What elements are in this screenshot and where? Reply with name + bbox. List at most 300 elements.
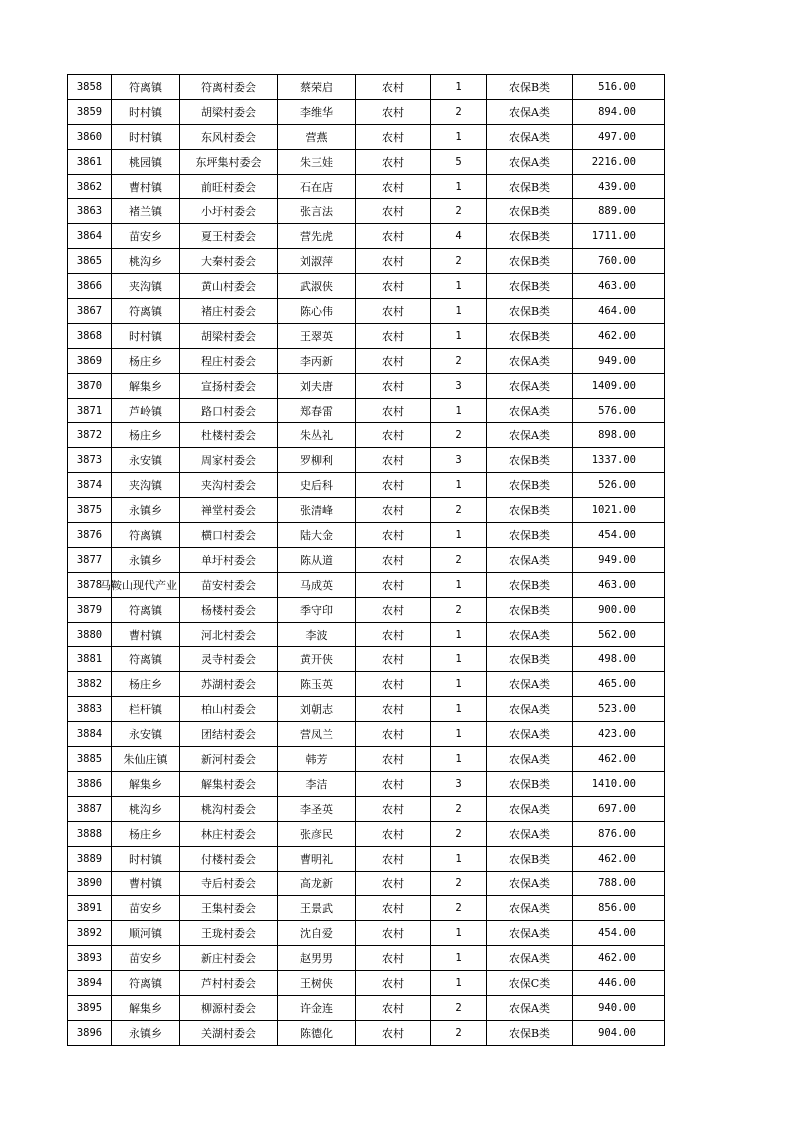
amount-cell: 760.00 xyxy=(573,249,665,274)
town-cell: 曹村镇 xyxy=(112,174,180,199)
town-cell: 永镇乡 xyxy=(112,1020,180,1045)
household-size-cell: 2 xyxy=(431,99,487,124)
area-type-cell: 农村 xyxy=(356,299,431,324)
area-type-cell: 农村 xyxy=(356,473,431,498)
household-size-cell: 2 xyxy=(431,896,487,921)
household-size-cell: 1 xyxy=(431,274,487,299)
category-cell: 农保B类 xyxy=(487,299,573,324)
table-row xyxy=(68,99,665,124)
name-cell: 李洁 xyxy=(278,771,356,796)
town-cell: 杨庄乡 xyxy=(112,672,180,697)
village-committee-cell: 横口村委会 xyxy=(180,523,278,548)
record-sheet xyxy=(67,74,665,1046)
village-committee-cell: 符离村委会 xyxy=(180,75,278,100)
household-size-cell: 1 xyxy=(431,722,487,747)
town-cell: 芦岭镇 xyxy=(112,398,180,423)
village-committee-cell: 小圩村委会 xyxy=(180,199,278,224)
town-cell: 曹村镇 xyxy=(112,871,180,896)
amount-cell: 904.00 xyxy=(573,1020,665,1045)
row-number: 3887 xyxy=(68,796,112,821)
village-committee-cell: 新河村委会 xyxy=(180,747,278,772)
town-cell: 杨庄乡 xyxy=(112,423,180,448)
area-type-cell: 农村 xyxy=(356,647,431,672)
category-cell: 农保B类 xyxy=(487,174,573,199)
row-number: 3868 xyxy=(68,323,112,348)
name-cell: 陈心伟 xyxy=(278,299,356,324)
amount-cell: 462.00 xyxy=(573,946,665,971)
household-size-cell: 2 xyxy=(431,597,487,622)
village-committee-cell: 宣扬村委会 xyxy=(180,373,278,398)
amount-cell: 463.00 xyxy=(573,274,665,299)
amount-cell: 498.00 xyxy=(573,647,665,672)
row-number: 3879 xyxy=(68,597,112,622)
table-row xyxy=(68,323,665,348)
name-cell: 王景武 xyxy=(278,896,356,921)
household-size-cell: 2 xyxy=(431,871,487,896)
village-committee-cell: 东坪集村委会 xyxy=(180,149,278,174)
town-cell: 桃园镇 xyxy=(112,149,180,174)
village-committee-cell: 前旺村委会 xyxy=(180,174,278,199)
name-cell: 罗柳利 xyxy=(278,448,356,473)
town-cell: 夹沟镇 xyxy=(112,473,180,498)
town-cell: 杨庄乡 xyxy=(112,821,180,846)
area-type-cell: 农村 xyxy=(356,498,431,523)
name-cell: 沈自爱 xyxy=(278,921,356,946)
row-number: 3882 xyxy=(68,672,112,697)
category-cell: 农保A类 xyxy=(487,672,573,697)
town-cell: 杨庄乡 xyxy=(112,348,180,373)
table-row xyxy=(68,821,665,846)
category-cell: 农保B类 xyxy=(487,448,573,473)
amount-cell: 856.00 xyxy=(573,896,665,921)
village-committee-cell: 夹沟村委会 xyxy=(180,473,278,498)
town-cell: 符离镇 xyxy=(112,971,180,996)
amount-cell: 2216.00 xyxy=(573,149,665,174)
table-row xyxy=(68,274,665,299)
category-cell: 农保A类 xyxy=(487,348,573,373)
household-size-cell: 2 xyxy=(431,796,487,821)
category-cell: 农保C类 xyxy=(487,971,573,996)
area-type-cell: 农村 xyxy=(356,672,431,697)
row-number: 3863 xyxy=(68,199,112,224)
village-committee-cell: 新庄村委会 xyxy=(180,946,278,971)
area-type-cell: 农村 xyxy=(356,149,431,174)
table-row xyxy=(68,995,665,1020)
table-row xyxy=(68,398,665,423)
name-cell: 张言法 xyxy=(278,199,356,224)
household-size-cell: 2 xyxy=(431,423,487,448)
town-cell: 解集乡 xyxy=(112,373,180,398)
area-type-cell: 农村 xyxy=(356,597,431,622)
town-cell: 曹村镇 xyxy=(112,622,180,647)
town-cell: 苗安乡 xyxy=(112,946,180,971)
amount-cell: 889.00 xyxy=(573,199,665,224)
area-type-cell: 农村 xyxy=(356,274,431,299)
area-type-cell: 农村 xyxy=(356,896,431,921)
table-row xyxy=(68,846,665,871)
row-number: 3861 xyxy=(68,149,112,174)
area-type-cell: 农村 xyxy=(356,821,431,846)
village-committee-cell: 禅堂村委会 xyxy=(180,498,278,523)
category-cell: 农保A类 xyxy=(487,995,573,1020)
amount-cell: 1711.00 xyxy=(573,224,665,249)
table-row xyxy=(68,224,665,249)
table-row xyxy=(68,622,665,647)
area-type-cell: 农村 xyxy=(356,722,431,747)
row-number: 3895 xyxy=(68,995,112,1020)
amount-cell: 462.00 xyxy=(573,747,665,772)
amount-cell: 526.00 xyxy=(573,473,665,498)
row-number: 3894 xyxy=(68,971,112,996)
town-cell: 解集乡 xyxy=(112,771,180,796)
category-cell: 农保B类 xyxy=(487,1020,573,1045)
table-row xyxy=(68,722,665,747)
amount-cell: 523.00 xyxy=(573,697,665,722)
row-number: 3888 xyxy=(68,821,112,846)
name-cell: 曹明礼 xyxy=(278,846,356,871)
town-cell: 顺河镇 xyxy=(112,921,180,946)
name-cell: 黄开侠 xyxy=(278,647,356,672)
amount-cell: 439.00 xyxy=(573,174,665,199)
category-cell: 农保B类 xyxy=(487,572,573,597)
category-cell: 农保A类 xyxy=(487,697,573,722)
category-cell: 农保A类 xyxy=(487,622,573,647)
village-committee-cell: 柳源村委会 xyxy=(180,995,278,1020)
household-size-cell: 2 xyxy=(431,547,487,572)
town-cell: 褚兰镇 xyxy=(112,199,180,224)
household-size-cell: 1 xyxy=(431,846,487,871)
village-committee-cell: 杨楼村委会 xyxy=(180,597,278,622)
town-cell: 时村镇 xyxy=(112,846,180,871)
area-type-cell: 农村 xyxy=(356,572,431,597)
village-committee-cell: 单圩村委会 xyxy=(180,547,278,572)
row-number: 3885 xyxy=(68,747,112,772)
area-type-cell: 农村 xyxy=(356,124,431,149)
household-size-cell: 2 xyxy=(431,199,487,224)
area-type-cell: 农村 xyxy=(356,423,431,448)
row-number: 3875 xyxy=(68,498,112,523)
area-type-cell: 农村 xyxy=(356,249,431,274)
household-size-cell: 3 xyxy=(431,771,487,796)
table-row xyxy=(68,199,665,224)
household-size-cell: 3 xyxy=(431,448,487,473)
village-committee-cell: 林庄村委会 xyxy=(180,821,278,846)
household-size-cell: 1 xyxy=(431,323,487,348)
category-cell: 农保A类 xyxy=(487,373,573,398)
row-number: 3878 xyxy=(68,572,112,597)
row-number: 3871 xyxy=(68,398,112,423)
table-row xyxy=(68,124,665,149)
category-cell: 农保B类 xyxy=(487,647,573,672)
name-cell: 郑春雷 xyxy=(278,398,356,423)
area-type-cell: 农村 xyxy=(356,224,431,249)
name-cell: 陆大金 xyxy=(278,523,356,548)
row-number: 3884 xyxy=(68,722,112,747)
household-size-cell: 1 xyxy=(431,572,487,597)
household-size-cell: 2 xyxy=(431,1020,487,1045)
village-committee-cell: 程庄村委会 xyxy=(180,348,278,373)
row-number: 3859 xyxy=(68,99,112,124)
amount-cell: 788.00 xyxy=(573,871,665,896)
household-size-cell: 1 xyxy=(431,946,487,971)
village-committee-cell: 寺后村委会 xyxy=(180,871,278,896)
town-cell: 解集乡 xyxy=(112,995,180,1020)
town-cell: 时村镇 xyxy=(112,99,180,124)
town-cell: 符离镇 xyxy=(112,523,180,548)
amount-cell: 423.00 xyxy=(573,722,665,747)
village-committee-cell: 苏湖村委会 xyxy=(180,672,278,697)
category-cell: 农保A类 xyxy=(487,722,573,747)
village-committee-cell: 苗安村委会 xyxy=(180,572,278,597)
amount-cell: 562.00 xyxy=(573,622,665,647)
category-cell: 农保A类 xyxy=(487,946,573,971)
village-committee-cell: 黄山村委会 xyxy=(180,274,278,299)
table-row xyxy=(68,771,665,796)
category-cell: 农保A类 xyxy=(487,896,573,921)
row-number: 3864 xyxy=(68,224,112,249)
village-committee-cell: 褚庄村委会 xyxy=(180,299,278,324)
area-type-cell: 农村 xyxy=(356,323,431,348)
category-cell: 农保A类 xyxy=(487,821,573,846)
area-type-cell: 农村 xyxy=(356,348,431,373)
amount-cell: 940.00 xyxy=(573,995,665,1020)
area-type-cell: 农村 xyxy=(356,771,431,796)
area-type-cell: 农村 xyxy=(356,448,431,473)
amount-cell: 464.00 xyxy=(573,299,665,324)
amount-cell: 1410.00 xyxy=(573,771,665,796)
table-row xyxy=(68,448,665,473)
household-size-cell: 1 xyxy=(431,921,487,946)
table-row xyxy=(68,597,665,622)
row-number: 3874 xyxy=(68,473,112,498)
name-cell: 季守印 xyxy=(278,597,356,622)
name-cell: 张彦民 xyxy=(278,821,356,846)
category-cell: 农保B类 xyxy=(487,75,573,100)
village-committee-cell: 芦村村委会 xyxy=(180,971,278,996)
household-size-cell: 1 xyxy=(431,672,487,697)
name-cell: 张清峰 xyxy=(278,498,356,523)
category-cell: 农保B类 xyxy=(487,523,573,548)
row-number: 3866 xyxy=(68,274,112,299)
amount-cell: 1021.00 xyxy=(573,498,665,523)
village-committee-cell: 关湖村委会 xyxy=(180,1020,278,1045)
table-row xyxy=(68,149,665,174)
area-type-cell: 农村 xyxy=(356,747,431,772)
name-cell: 高龙新 xyxy=(278,871,356,896)
town-cell: 时村镇 xyxy=(112,323,180,348)
name-cell: 韩芳 xyxy=(278,747,356,772)
household-size-cell: 1 xyxy=(431,622,487,647)
category-cell: 农保B类 xyxy=(487,323,573,348)
village-committee-cell: 东风村委会 xyxy=(180,124,278,149)
row-number: 3872 xyxy=(68,423,112,448)
household-size-cell: 1 xyxy=(431,124,487,149)
row-number: 3858 xyxy=(68,75,112,100)
amount-cell: 898.00 xyxy=(573,423,665,448)
name-cell: 石在店 xyxy=(278,174,356,199)
town-cell: 桃沟乡 xyxy=(112,249,180,274)
table-row xyxy=(68,174,665,199)
name-cell: 营燕 xyxy=(278,124,356,149)
household-size-cell: 1 xyxy=(431,473,487,498)
area-type-cell: 农村 xyxy=(356,99,431,124)
amount-cell: 446.00 xyxy=(573,971,665,996)
row-number: 3876 xyxy=(68,523,112,548)
category-cell: 农保A类 xyxy=(487,124,573,149)
table-row xyxy=(68,921,665,946)
area-type-cell: 农村 xyxy=(356,697,431,722)
category-cell: 农保A类 xyxy=(487,871,573,896)
name-cell: 王树侠 xyxy=(278,971,356,996)
household-size-cell: 1 xyxy=(431,971,487,996)
area-type-cell: 农村 xyxy=(356,373,431,398)
table-row xyxy=(68,971,665,996)
category-cell: 农保A类 xyxy=(487,921,573,946)
table-row xyxy=(68,747,665,772)
household-size-cell: 1 xyxy=(431,647,487,672)
amount-cell: 465.00 xyxy=(573,672,665,697)
town-cell-text: 马鞍山现代产业 xyxy=(100,578,177,592)
records-body xyxy=(68,75,665,1046)
household-size-cell: 1 xyxy=(431,697,487,722)
category-cell: 农保B类 xyxy=(487,249,573,274)
amount-cell: 463.00 xyxy=(573,572,665,597)
category-cell: 农保A类 xyxy=(487,796,573,821)
town-cell: 夹沟镇 xyxy=(112,274,180,299)
records-table xyxy=(67,74,665,1046)
household-size-cell: 2 xyxy=(431,995,487,1020)
town-cell: 永安镇 xyxy=(112,448,180,473)
household-size-cell: 1 xyxy=(431,299,487,324)
table-row xyxy=(68,473,665,498)
area-type-cell: 农村 xyxy=(356,971,431,996)
village-committee-cell: 柏山村委会 xyxy=(180,697,278,722)
household-size-cell: 1 xyxy=(431,174,487,199)
table-row xyxy=(68,423,665,448)
area-type-cell: 农村 xyxy=(356,995,431,1020)
amount-cell: 697.00 xyxy=(573,796,665,821)
category-cell: 农保B类 xyxy=(487,846,573,871)
name-cell: 赵男男 xyxy=(278,946,356,971)
category-cell: 农保B类 xyxy=(487,274,573,299)
household-size-cell: 3 xyxy=(431,373,487,398)
name-cell: 营凤兰 xyxy=(278,722,356,747)
table-row xyxy=(68,299,665,324)
row-number: 3891 xyxy=(68,896,112,921)
row-number: 3880 xyxy=(68,622,112,647)
name-cell: 刘淑萍 xyxy=(278,249,356,274)
row-number: 3892 xyxy=(68,921,112,946)
name-cell: 王翠英 xyxy=(278,323,356,348)
name-cell: 李波 xyxy=(278,622,356,647)
town-cell: 符离镇 xyxy=(112,299,180,324)
area-type-cell: 农村 xyxy=(356,1020,431,1045)
category-cell: 农保B类 xyxy=(487,473,573,498)
village-committee-cell: 杜楼村委会 xyxy=(180,423,278,448)
name-cell: 蔡荣启 xyxy=(278,75,356,100)
area-type-cell: 农村 xyxy=(356,174,431,199)
row-number: 3890 xyxy=(68,871,112,896)
table-row xyxy=(68,498,665,523)
table-row xyxy=(68,523,665,548)
category-cell: 农保B类 xyxy=(487,199,573,224)
row-number: 3896 xyxy=(68,1020,112,1045)
area-type-cell: 农村 xyxy=(356,921,431,946)
town-cell: 永镇乡 xyxy=(112,547,180,572)
town-cell: 永镇乡 xyxy=(112,498,180,523)
table-row xyxy=(68,896,665,921)
row-number: 3869 xyxy=(68,348,112,373)
row-number: 3886 xyxy=(68,771,112,796)
name-cell: 刘朝志 xyxy=(278,697,356,722)
name-cell: 朱三娃 xyxy=(278,149,356,174)
amount-cell: 462.00 xyxy=(573,323,665,348)
town-cell: 时村镇 xyxy=(112,124,180,149)
village-committee-cell: 路口村委会 xyxy=(180,398,278,423)
village-committee-cell: 灵寺村委会 xyxy=(180,647,278,672)
category-cell: 农保A类 xyxy=(487,423,573,448)
amount-cell: 454.00 xyxy=(573,523,665,548)
area-type-cell: 农村 xyxy=(356,796,431,821)
name-cell: 刘夫唐 xyxy=(278,373,356,398)
table-row xyxy=(68,946,665,971)
amount-cell: 516.00 xyxy=(573,75,665,100)
amount-cell: 1409.00 xyxy=(573,373,665,398)
town-cell: 苗安乡 xyxy=(112,224,180,249)
town-cell: 朱仙庄镇 xyxy=(112,747,180,772)
village-committee-cell: 解集村委会 xyxy=(180,771,278,796)
amount-cell: 576.00 xyxy=(573,398,665,423)
amount-cell: 894.00 xyxy=(573,99,665,124)
category-cell: 农保B类 xyxy=(487,597,573,622)
town-cell: 栏杆镇 xyxy=(112,697,180,722)
area-type-cell: 农村 xyxy=(356,75,431,100)
row-number: 3870 xyxy=(68,373,112,398)
table-row xyxy=(68,1020,665,1045)
row-number: 3867 xyxy=(68,299,112,324)
village-committee-cell: 胡梁村委会 xyxy=(180,99,278,124)
name-cell: 马成英 xyxy=(278,572,356,597)
name-cell: 史后科 xyxy=(278,473,356,498)
name-cell: 武淑侠 xyxy=(278,274,356,299)
table-row xyxy=(68,647,665,672)
town-cell xyxy=(100,572,180,597)
table-row xyxy=(68,697,665,722)
village-committee-cell: 胡梁村委会 xyxy=(180,323,278,348)
category-cell: 农保B类 xyxy=(487,224,573,249)
name-cell: 李丙新 xyxy=(278,348,356,373)
household-size-cell: 2 xyxy=(431,498,487,523)
village-committee-cell: 王珑村委会 xyxy=(180,921,278,946)
amount-cell: 949.00 xyxy=(573,547,665,572)
household-size-cell: 1 xyxy=(431,398,487,423)
row-number: 3865 xyxy=(68,249,112,274)
area-type-cell: 农村 xyxy=(356,398,431,423)
household-size-cell: 1 xyxy=(431,747,487,772)
amount-cell: 900.00 xyxy=(573,597,665,622)
amount-cell: 876.00 xyxy=(573,821,665,846)
household-size-cell: 5 xyxy=(431,149,487,174)
town-cell: 桃沟乡 xyxy=(112,796,180,821)
area-type-cell: 农村 xyxy=(356,622,431,647)
village-committee-cell: 夏王村委会 xyxy=(180,224,278,249)
table-row xyxy=(68,373,665,398)
village-committee-cell: 付楼村委会 xyxy=(180,846,278,871)
household-size-cell: 4 xyxy=(431,224,487,249)
amount-cell: 454.00 xyxy=(573,921,665,946)
amount-cell: 949.00 xyxy=(573,348,665,373)
row-number: 3873 xyxy=(68,448,112,473)
